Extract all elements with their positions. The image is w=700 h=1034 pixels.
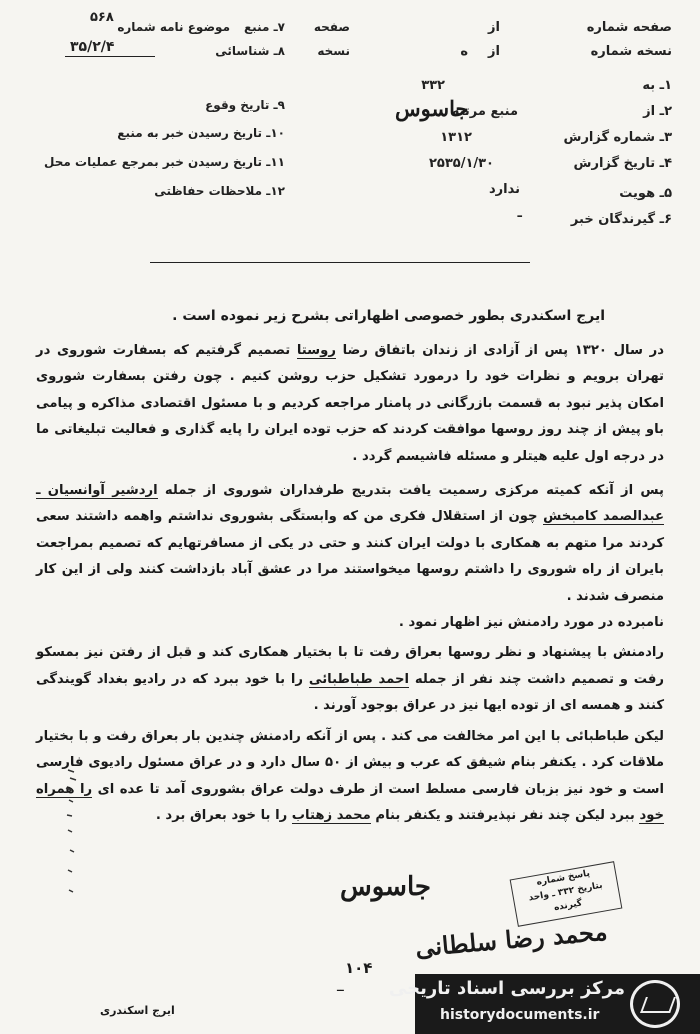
archive-logo-icon (630, 980, 680, 1028)
security-notes-label: ۱۲ـ ملاحظات حفاظتی (154, 184, 285, 198)
underlined-name: احمد طباطبائی (308, 671, 410, 687)
second-signature: محمد رضا سلطانی (414, 916, 609, 963)
page-number: ۱۰۴ (345, 959, 373, 977)
copy-number-label: نسخه شماره (590, 44, 672, 59)
left-page-label: صفحه (313, 20, 350, 34)
underlined-name: روستا (296, 343, 336, 358)
from-label: ۲ـ از (643, 104, 672, 119)
letter-date: ۳۵/۲/۴ (70, 39, 115, 55)
report-number-value: ۱۳۱۲ (440, 130, 472, 145)
underlined-name: اردشیر آوانسیان ـ عبدالصمد کامبخش (36, 483, 664, 525)
report-date-value: ۲۵۳۵/۱/۳۰ (428, 156, 494, 171)
report-number-label: ۳ـ شماره گزارش (563, 130, 672, 145)
underlined-name: محمد زهتاب (291, 807, 371, 823)
left-page-value: ۷ـ منبع (243, 20, 285, 34)
identity-label: ۵ـ هویت (619, 186, 672, 201)
margin-annotation-marks (60, 760, 110, 910)
watermark-url: historydocuments.ir (440, 1007, 600, 1023)
paragraph-3: نامبرده در مورد رادمنش نیز اظهار نمود . (398, 615, 664, 631)
informants-value: ـ (517, 206, 522, 221)
copy-of-label: از (488, 44, 500, 59)
document-body (36, 338, 664, 829)
reply-stamp: پاسخ شماره بتاریخ ۳۳۲ ـ واحد گیرنده (510, 861, 623, 927)
page-number-label: صفحه شماره (586, 20, 672, 35)
paragraph-2: پس از آنکه کمیته مرکزی رسمیت یافت بتدریج طرفداران شوروی از جمله اردشیر آوانسیان ـ عبدالصمد کامبخش چون از استقلال فکری من که وابستگی بشوروی نداشتم واهمه داشتند سعی کردند مرا متهم به همکاری با دولت ایران کنند و حتی در یکی از مسافرتهایم که تصمیم بمراجعت بایران از راه شوروی را داشتم روسها میخواستند مرا در عشق آباد بازداشت کنند ولی از این کار منصرف شدند . (36, 483, 665, 604)
received-office-label: ۱۱ـ تاریخ رسیدن خبر بمرجع عملیات محل (44, 155, 285, 169)
signer-name: ایرج اسکندری (100, 1004, 175, 1017)
report-date-label: ۴ـ تاریخ گزارش (573, 156, 672, 171)
page-number-sub: ــ (337, 983, 344, 994)
watermark-title: مرکز بررسی اسناد تاریخی (388, 978, 625, 999)
left-copy-label: نسخه (317, 44, 350, 58)
main-signature: جاسوس (340, 872, 431, 902)
copy-of-value: ه (460, 44, 468, 59)
received-source-label: ۱۰ـ تاریخ رسیدن خبر به منبع (117, 126, 285, 140)
underlined-phrase: را همراه خود (36, 781, 664, 823)
top-signature: جاسوس (395, 96, 469, 121)
paragraph-4: رادمنش با پیشنهاد و نظر روسها بعراق رفت تا با بختیار همکاری کند و قبل از رفتن نیز بمسکو رفت و تصمیم داشت چند نفر از جمله احمد طباطبائی را با خود ببرد که در رادیو بغداد گویندگی کنند و همسه ای از توده ایها نیز در عراق بوجود آورند . (36, 645, 664, 714)
identity-value: ندارد (488, 182, 520, 197)
intro-line: ایرج اسکندری بطور خصوصی اظهاراتی بشرح زیر نموده است . (172, 308, 605, 324)
from-value: منبع مرتبه (451, 104, 518, 119)
page-of-label: از (488, 20, 500, 35)
informants-label: ۶ـ گیرندگان خبر (570, 212, 672, 227)
paragraph-5: لیکن طباطبائی با این امر مخالفت می کند . پس از آنکه رادمنش چندین بار بعراق رفت و با بختیار ملاقات کرد . یکنفر بنام شیفق که عرب و بیش از ۵۰ سال دارد و در عراق مسئول رادیوی فارسی است و خود نیز بزبان فارسی مسلط است از طرف دولت عراق بشوروی آمد تا عده ای را همراه خود ببرد لیکن چند نفر نپذیرفتند و یکنفر بنام محمد زهتاب را با خود بعراق برد . (36, 728, 665, 823)
header-divider (150, 262, 530, 263)
letter-number-label: موضوع نامه شماره (117, 20, 230, 34)
occurrence-date-label: ۹ـ تاریخ وقوع (205, 98, 285, 112)
to-value: ۳۳۲ (421, 78, 445, 93)
paragraph-1: در سال ۱۳۲۰ پس از آزادی از زندان باتفاق رضا روستا تصمیم گرفتیم که بسفارت شوروی در تهران برویم و نظرات خود را درمورد تشکیل حزب روشن کنیم . چون رفتن بسفارت شوروی امکان پذیر نبود به قسمت بازرگانی در پامنار مراجعه کردیم و با مسئول اقتصادی مذاکره و پیامی باو پیش از چند روز روسها موافقت کردند که حزب توده ایران را پایه گذاری و فعالیت تبلیغاتی ما در درجه اول علیه هیتلر و مسئله فاشیسم گردد . (36, 343, 664, 464)
letter-date-underline (65, 56, 155, 57)
to-label: ۱ـ به (642, 78, 672, 93)
letter-number-value: ۵۶۸ (90, 10, 114, 25)
left-copy-value: ۸ـ شناسائی (215, 44, 285, 58)
